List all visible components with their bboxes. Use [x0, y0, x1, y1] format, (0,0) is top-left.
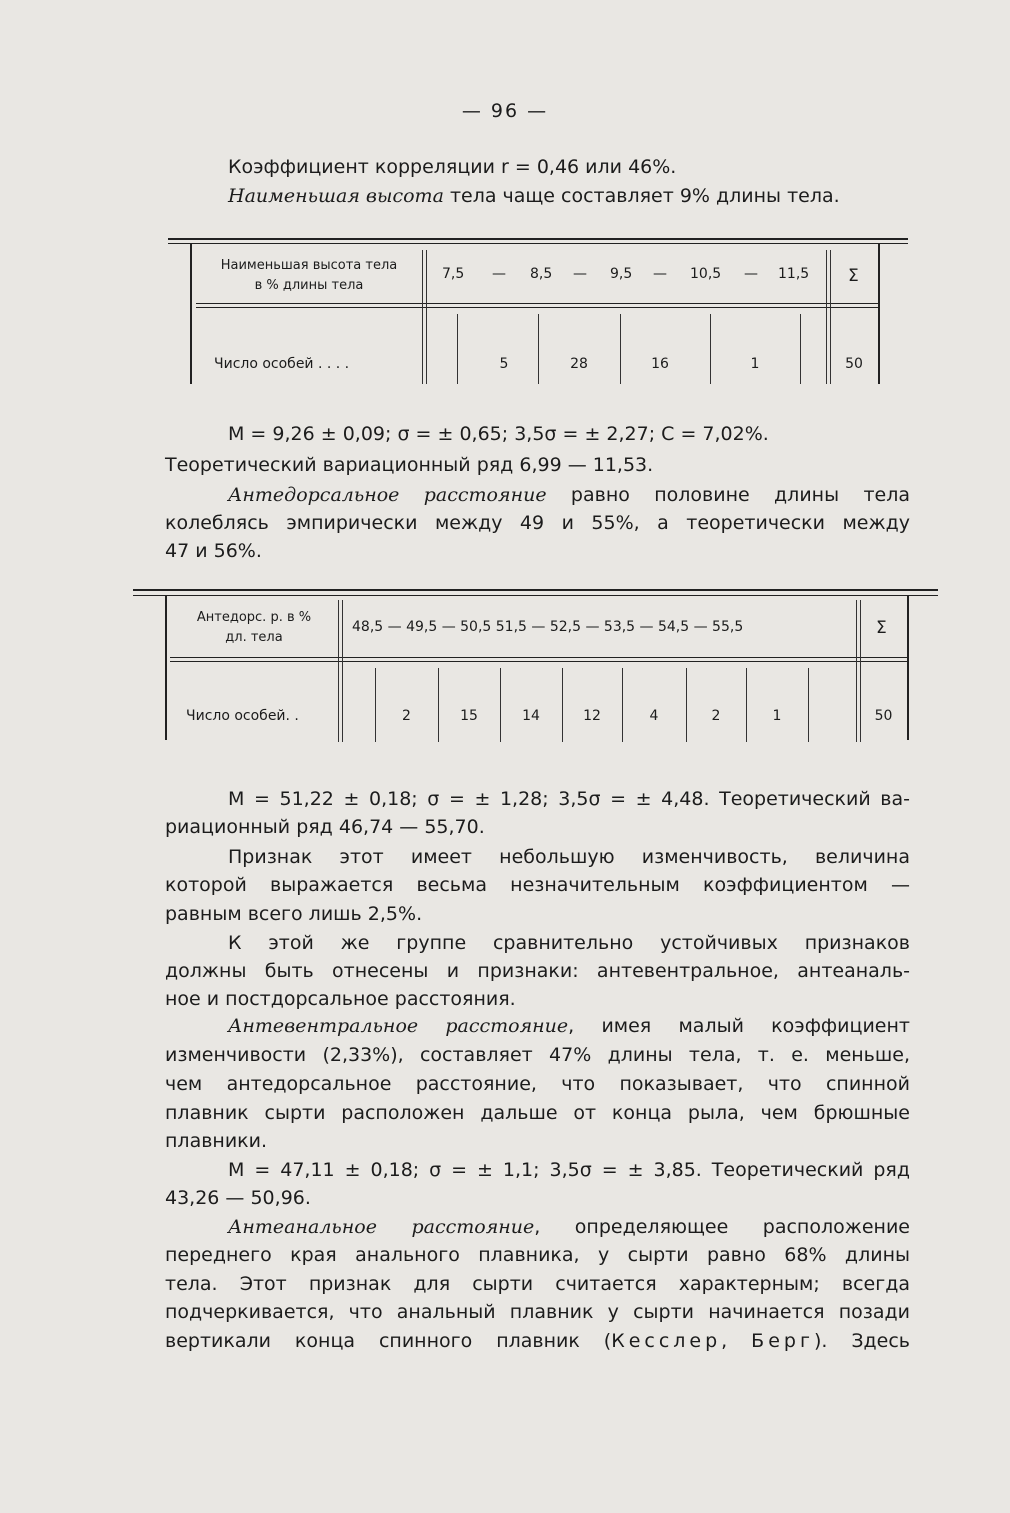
- paragraph-antedorsal-l2: колеблясь эмпирически между 49 и 55%, а теоретически между: [165, 512, 910, 534]
- table2-count: 14: [522, 708, 540, 724]
- table2-header-label: Антедорс. р. в % дл. тела: [196, 610, 312, 645]
- paragraph-stats-3-l2: 43,26 — 50,96.: [165, 1187, 311, 1209]
- term-antedorsal: Антедорсальное расстояние: [228, 484, 547, 506]
- paragraph-min-height-text: тела чаще составляет 9% длины тела.: [443, 185, 840, 207]
- table1-class-dash: —: [744, 266, 758, 282]
- paragraph-stats-1: M = 9,26 ± 0,09; σ = ± 0,65; 3,5σ = ± 2,27; C = 7,02%.: [228, 423, 769, 445]
- table1-class: 7,5: [442, 266, 465, 282]
- table1-count: 1: [750, 356, 760, 372]
- paragraph-anteventral-l5: плавники.: [165, 1130, 268, 1152]
- paragraph-anteanal: Антеанальное расстояние, определяющее расположение: [228, 1216, 910, 1238]
- paragraph-stats-3: M = 47,11 ± 0,18; σ = ± 1,1; 3,5σ = ± 3,85. Теоретический ряд: [228, 1159, 910, 1181]
- table2-sigma: Σ: [876, 618, 887, 638]
- paragraph-anteventral: Антевентральное расстояние, имея малый коэффициент: [228, 1015, 910, 1037]
- paragraph-anteventral-l4: плавник сырти расположен дальше от конца рыла, чем брюшные: [165, 1102, 910, 1124]
- paragraph-anteanal-l5: вертикали конца спинного плавник (Кесслер, Берг). Здесь: [165, 1330, 910, 1352]
- table1-count: 16: [651, 356, 669, 372]
- author-kessler: Кесслер: [611, 1330, 722, 1352]
- table1-total: 50: [845, 356, 863, 372]
- paragraph-min-height: [228, 182, 910, 211]
- table1-header-label: Наименьшая высота тела в % длины тела: [220, 258, 398, 293]
- table1-class: 10,5: [690, 266, 722, 282]
- paragraph-theoretical-1: Теоретический вариационный ряд 6,99 — 11,53.: [165, 454, 654, 476]
- table1-row-label: Число особей . . . .: [214, 356, 350, 372]
- page-number: — 96 —: [461, 100, 549, 122]
- table1-class-dash: —: [573, 266, 587, 282]
- paragraph-stats-2-l2: риационный ряд 46,74 — 55,70.: [165, 816, 485, 838]
- term-anteanal: Антеанальное расстояние: [228, 1216, 535, 1238]
- paragraph-anteventral-l3: чем антедорсальное расстояние, что показывает, что спинной: [165, 1073, 910, 1095]
- table2-total: 50: [874, 708, 893, 724]
- table1-class: 8,5: [530, 266, 553, 282]
- table1-class: 11,5: [778, 266, 810, 282]
- table2-count: 1: [772, 708, 782, 724]
- term-min-height: Наименьшая высота: [228, 185, 444, 207]
- paragraph-variability-l2: которой выражается весьма незначительным коэффициентом —: [165, 874, 910, 896]
- term-anteventral: Антевентральное расстояние: [228, 1015, 569, 1037]
- table2-count: 15: [460, 708, 478, 724]
- table1-class-dash: —: [492, 266, 506, 282]
- paragraph-anteventral-l2: изменчивости (2,33%), составляет 47% длины тела, т. е. меньше,: [165, 1044, 910, 1066]
- paragraph-variability-l3: равным всего лишь 2,5%.: [165, 903, 423, 925]
- paragraph-antedorsal-l3: 47 и 56%.: [165, 540, 262, 562]
- table2-count: 12: [583, 708, 601, 724]
- paragraph-group: К этой же группе сравнительно устойчивых признаков: [228, 932, 910, 954]
- table1-sigma: Σ: [848, 266, 859, 286]
- table2-count: 2: [711, 708, 721, 724]
- paragraph-anteanal-l2: переднего края анального плавника, у сырти равно 68% длины: [165, 1244, 910, 1266]
- paragraph-stats-2: M = 51,22 ± 0,18; σ = ± 1,28; 3,5σ = ± 4,48. Теоретический ва-: [228, 788, 910, 810]
- paragraph-anteanal-l3: тела. Этот признак для сырти считается характерным; всегда: [165, 1273, 910, 1295]
- table2-count: 2: [402, 708, 411, 724]
- paragraph-anteanal-l4: подчеркивается, что анальный плавник у сырти начинается позади: [165, 1301, 910, 1323]
- author-berg: Берг: [751, 1330, 814, 1352]
- table1-class-dash: —: [653, 266, 667, 282]
- paragraph-group-l2: должны быть отнесены и признаки: антевентральное, антеаналь-: [165, 960, 910, 982]
- table2-count: 4: [649, 708, 659, 724]
- table2-classes: 48,5 — 49,5 — 50,5 51,5 — 52,5 — 53,5 — 54,5 — 55,5: [352, 619, 744, 635]
- paragraph-antedorsal: Антедорсальное расстояние равно половине длины тела: [228, 484, 910, 506]
- paragraph-variability: Признак этот имеет небольшую изменчивость, величина: [228, 846, 910, 868]
- paragraph-group-l3: ное и постдорсальное расстояния.: [165, 988, 516, 1010]
- paragraph-correlation: Коэффициент корреляции r = 0,46 или 46%.: [228, 156, 677, 178]
- table1-class: 9,5: [610, 266, 633, 282]
- table2-row-label: Число особей. .: [186, 708, 299, 724]
- table1-count: 5: [499, 356, 509, 372]
- table1-count: 28: [570, 356, 588, 372]
